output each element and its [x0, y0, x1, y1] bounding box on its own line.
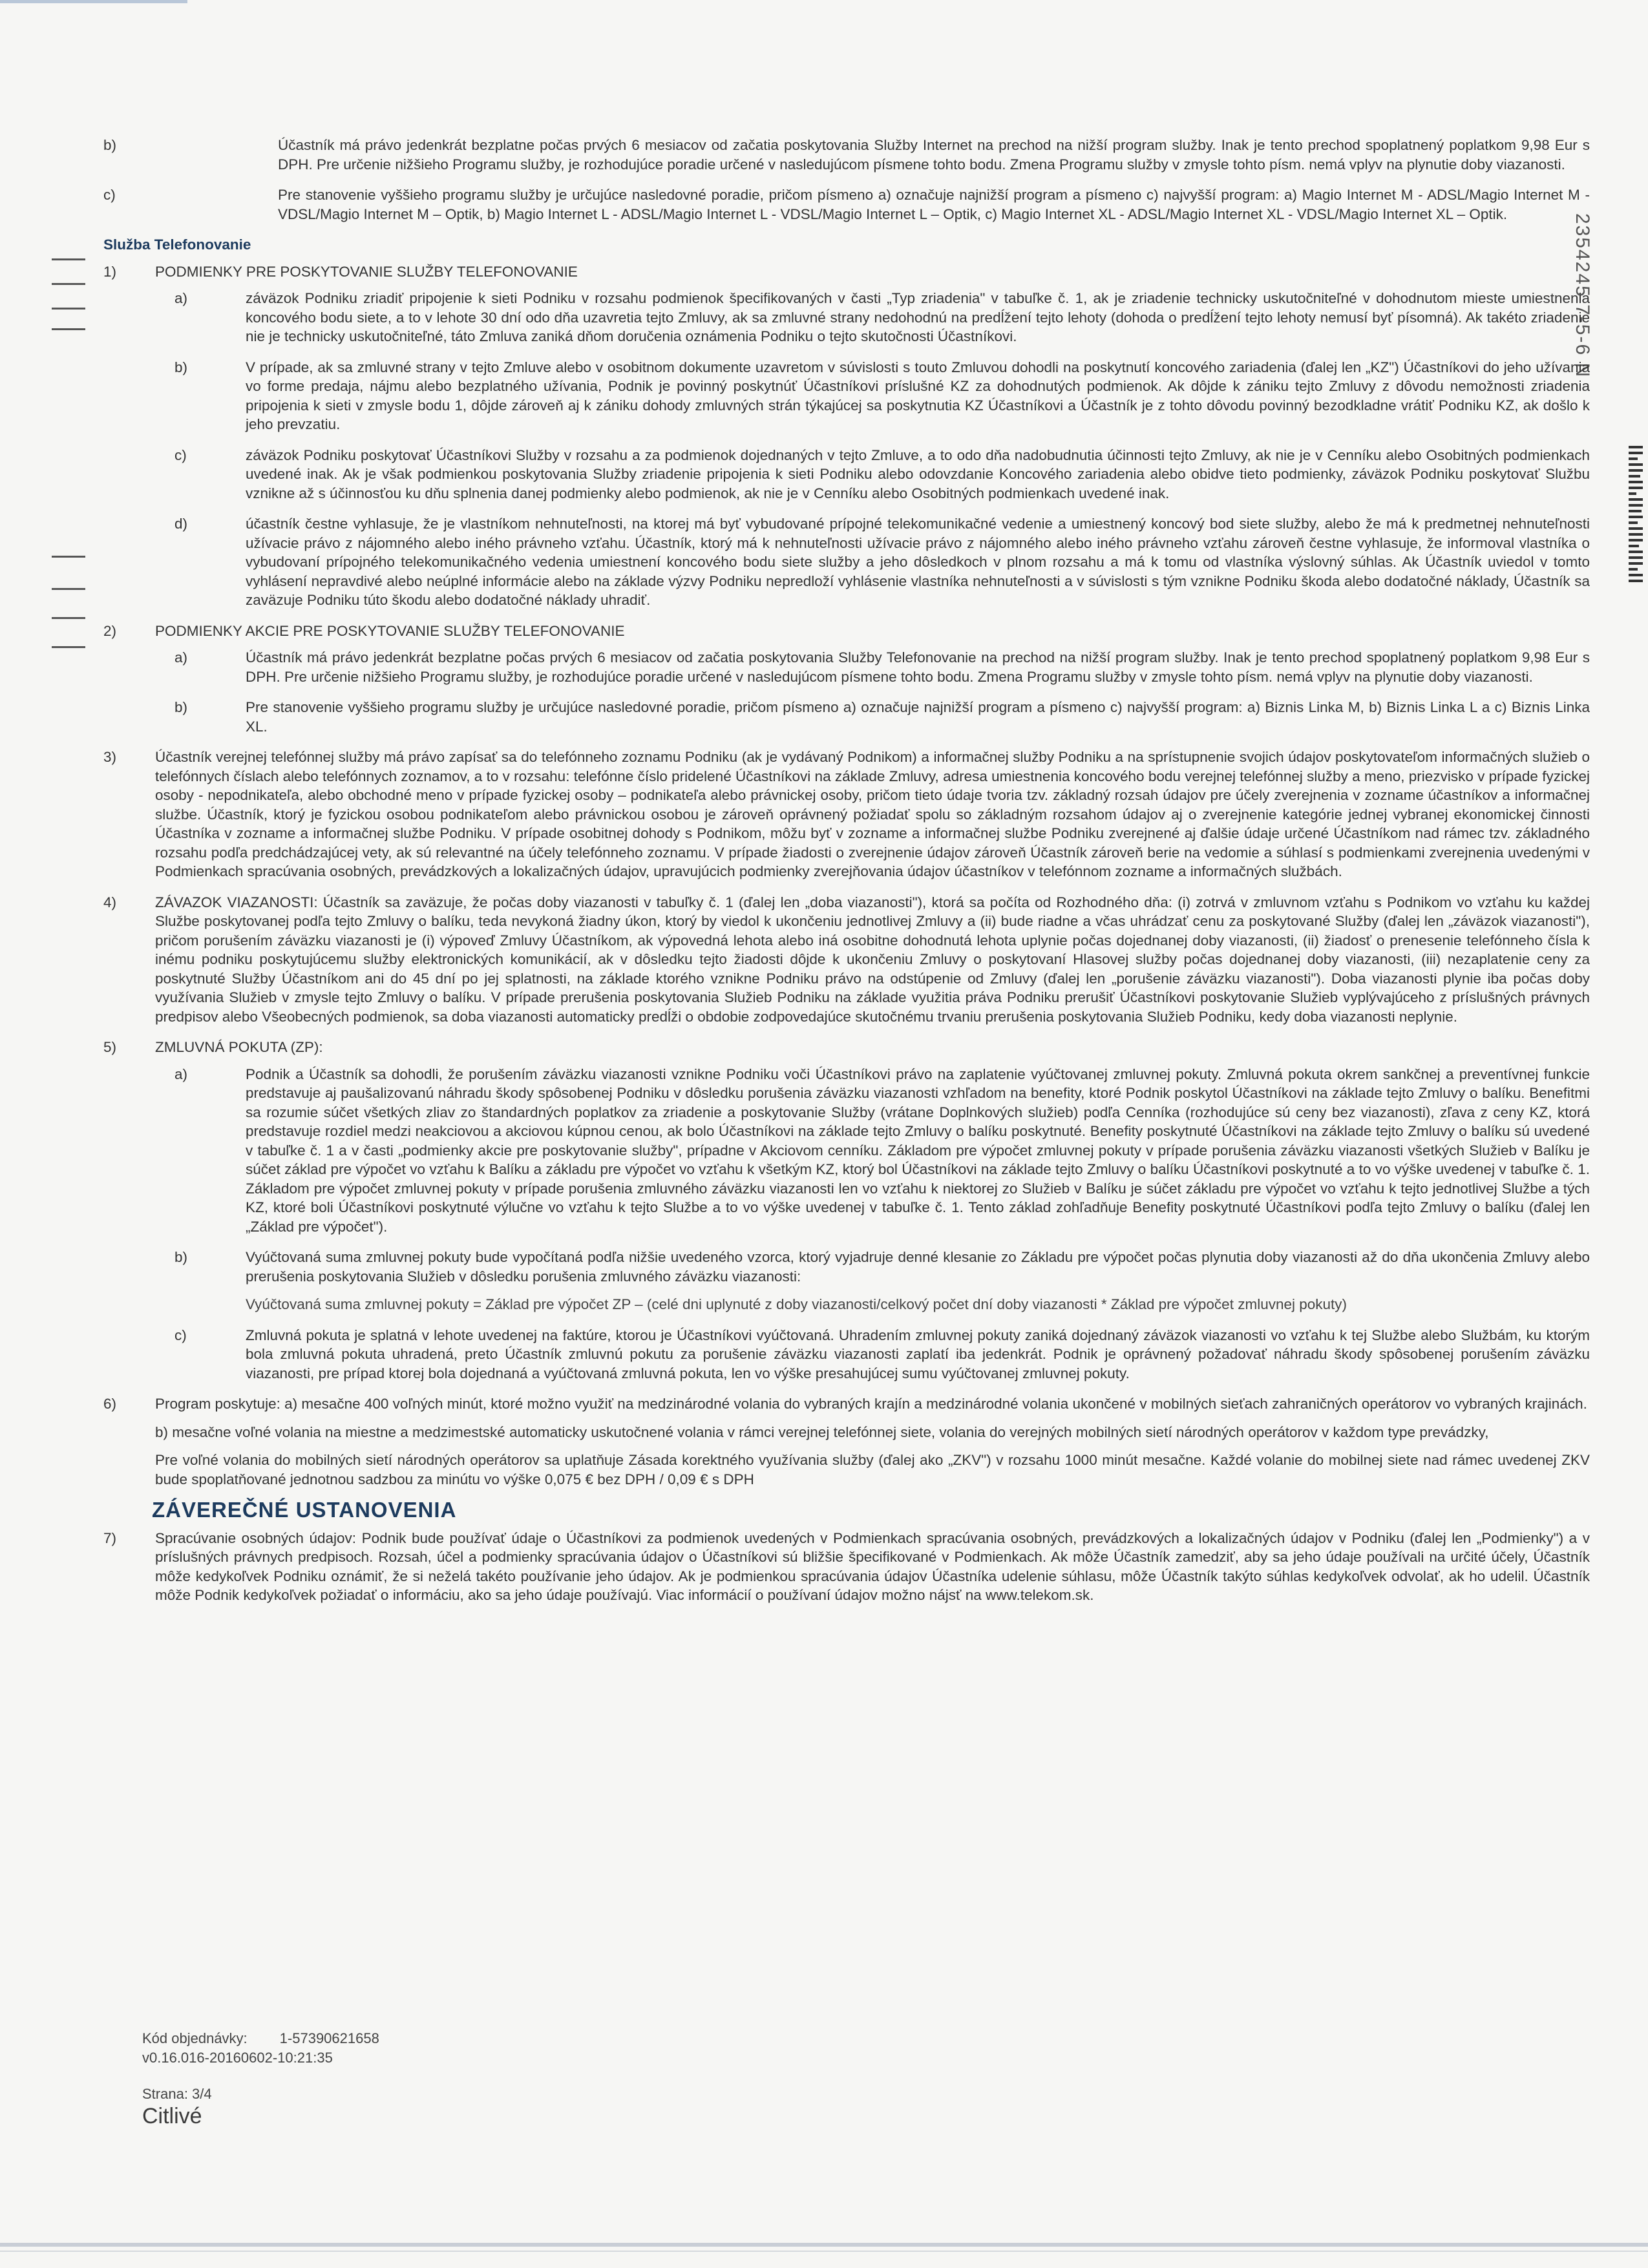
item-label: d) [174, 516, 188, 532]
point-number: 5) [103, 1039, 117, 1055]
item-text: záväzok Podniku zriadiť pripojenie k sieti Podniku v rozsahu podmienok špecifikovaných v časti „Typ zriadenia" v tabuľke č. 1, ak je zriadenie technicky uskutočniteľné v dohodnutom mieste umiestnenia koncového bodu siete, a to v lehote 30 dní odo dňa uzavretia tejto Zmluvy, ak sa zmluvné strany nedohodnú na predĺžení tejto lehoty (dohoda o predĺžení tejto lehoty nemusí byť písomná). Ak takéto zriadenie nie je technicky uskutočniteľné, táto Zmluva zaniká dňom doručenia oznámenia Podniku o tejto skutočnosti Účastníkovi. [246, 290, 1590, 344]
point-number: 4) [103, 894, 117, 910]
point-1-item-b [174, 358, 1590, 434]
point-heading: ZMLUVNÁ POKUTA (ZP): [155, 1039, 323, 1055]
item-text: Zmluvná pokuta je splatná v lehote uvedenej na faktúre, ktorou je Účastníkovi vyúčtovaná. Uhradením zmluvnej pokuty zaniká dojednaný záväzok viazanosti vo vzťahu k tej Službe alebo Službám, ku ktorým bola zmluvná pokuta uhradená, preto Účastník zmluvnú pokutu za porušenie záväzku viazanosti zaplatí iba jedenkrát. Podnik je oprávnený požadovať náhradu škody spôsobenej porušením záväzku viazanosti, pre prípad ktorej bola dojednaná a vyúčtovaná zmluvná pokuta, len vo výške presahujúcej sumu vyúčtovanej zmluvnej pokuty. [246, 1327, 1590, 1381]
point-5 [103, 1038, 1590, 1383]
item-text: V prípade, ak sa zmluvné strany v tejto Zmluve alebo v osobitnom dokumente uzavretom v súvislosti s touto Zmluvou dohodli na poskytnutí koncového zariadenia (ďalej len „KZ") Účastníkovi do jeho užívania vo forme predaja, nájmu alebo bezplatného užívania, Podnik je povinný poskytnúť Účastníkovi príslušné KZ za dohodnutých podmienok. Ak dôjde k zániku tejto Zmluvy z dôvodu nemožnosti zriadenia pripojenia k sieti v zmysle bodu 1, dôjde zároveň aj k zániku dohody zmluvných strán týkajúcej sa poskytnutia KZ Účastníkovi a Účastník je z tohto dôvodu povinný bezodkladne vrátiť Podniku KZ, ak došlo k jeho prevzatiu. [246, 359, 1590, 432]
point-2-item-a [174, 648, 1590, 686]
item-text: Účastník má právo jedenkrát bezplatne počas prvých 6 mesiacov od začatia poskytovania Služby Telefonovanie na prechod na nižší program služby. Inak je tento prechod spoplatnený poplatkom 9,98 Eur s DPH. Pre určenie nižšieho Programu služby, je rozhodujúce poradie určené v nasledujúcom písmene tohto bodu. Zmena Programu služby v zmysle tohto písm. nemá vplyv na plynutie doby viazanosti. [246, 649, 1590, 685]
item-label: b) [174, 359, 188, 375]
item-label: a) [174, 649, 188, 666]
item-text: Vyúčtovaná suma zmluvnej pokuty bude vypočítaná podľa nižšie uvedeného vzorca, ktorý vyjadruje denné klesanie zo Základu pre výpočet počas plynutia doby viazanosti až do dňa ukončenia Zmluvy alebo prerušenia poskytovania Služieb v dôsledku porušenia zmluvného záväzku viazanosti: [246, 1249, 1590, 1285]
point-3 [103, 748, 1590, 881]
item-label: b) [103, 137, 117, 153]
item-text: účastník čestne vyhlasuje, že je vlastníkom nehnuteľnosti, na ktorej má byť vybudované prípojné telekomunikačné vedenie a umiestnený koncový bod siete služby, alebo že má k predmetnej nehnuteľnosti užívacie právo z nájomného alebo iného právneho vzťahu. Účastník, ktorý má k nehnuteľnosti užívacie právo z nájomného alebo iného právneho vzťahu zároveň čestne vyhlasuje, že informoval vlastníka o vybudovaní prípojného telekomunikačného vedenia umiestnení koncového bodu siete služby a jeho dôsledkoch v plnom rozsahu a má k tomu od vlastníka výslovný súhlas. Ak Účastník uviedol v tomto vyhlásení nepravdivé alebo neúplné informácie alebo na základe výzvy Podniku nepredloží vyhlásenie vlastníka nehnuteľnosti a v súvislosti s tým vznikne Podniku škoda alebo dodatočné náklady, Účastník sa zaväzuje Podniku túto škodu alebo dodatočné náklady uhradiť. [246, 516, 1590, 608]
point-6 [103, 1394, 1590, 1489]
item-label: c) [174, 1327, 187, 1343]
version-string: v0.16.016-20160602-10:21:35 [142, 2050, 333, 2066]
point-5-item-b [174, 1248, 1590, 1314]
item-text: záväzok Podniku poskytovať Účastníkovi Služby v rozsahu a za podmienok dojednaných v tejto Zmluve, a to odo dňa nadobudnutia účinnosti tejto Zmluvy, ak nie je v Cenníku alebo Osobitných podmienkach uvedené inak. Ak je však podmienkou poskytovania Služby zriadenie pripojenia k sieti Podniku alebo odovzdanie Koncového zariadenia alebo obidve tieto podmienky, záväzok Podniku poskytovať Službu vznikne až s účinnosťou ku dňu splnenia danej podmienky alebo podmienok, ak nie je v Cenníku alebo Osobitných podmienkach uvedené inak. [246, 446, 1590, 501]
scan-edge-top [0, 0, 187, 3]
document-footer [142, 2029, 379, 2126]
order-code-value: 1-57390621658 [279, 2030, 379, 2046]
point-6-paragraph-fair-use: Pre voľné volania do mobilných sietí národných operátorov sa uplatňuje Zásada korektného využívania služby (ďalej ako „ZKV") v rozsahu 1000 minút mesačne. Každé volanie do mobilnej siete nad rámec uvedenej ZKV bude spoplatňované jednotnou sadzbou za minútu vo výške 0,075 € bez DPH / 0,09 € s DPH [155, 1452, 1590, 1487]
point-number: 2) [103, 622, 117, 639]
item-text: Podnik a Účastník sa dohodli, že porušením záväzku viazanosti vznikne Podniku voči Účastníkovi právo na zaplatenie vyúčtovanej zmluvnej pokuty. Zmluvná pokuta okrem sankčnej a preventívnej funkcie predstavuje aj paušalizovanú náhradu škody spôsobenej Podniku v dôsledku porušenia záväzku viazanosti vzhľadom na benefity, ktoré Podnik poskytol Účastníkovi na základe tejto Zmluvy o balíku. Benefitmi sa rozumie súčet všetkých zliav zo štandardných poplatkov za zriadenie a poskytovanie Služby (vrátane Doplnkových služieb) podľa Cenníka (rozhodujúce sú ceny bez viazanosti), zľava z ceny KZ, ktorá predstavuje rozdiel medzi neakciovou a akciovou kúpnou cenou, ak bolo Účastníkovi na základe tejto Zmluvy o balíku poskytnuté. Benefity poskytnuté Účastníkovi na základe tejto Zmluvy o balíku sú uvedené v tabuľke č. 1 a v časti „podmienky akcie pre poskytovanie služby", prípadne v Akciovom cenníku. Základom pre výpočet zmluvnej pokuty v prípade porušenia záväzku viazanosti všetkých Služieb v Balíku je súčet základ pre výpočet vo vzťahu k Balíku a základu pre výpočet vo vzťahu k všetkým KZ, ktorý bol Účastníkovi na základe tejto Zmluvy o balíku Účastníkovi poskytnuté a to vo výške uvedenej v tabuľke č. 1. Základom pre výpočet zmluvnej pokuty v prípade porušenia zmluvného záväzku viazanosti len vo vzťahu k niektorej zo Služieb v Balíku je súčet základu pre výpočet vo vzťahu k tejto jednotlivej Službe a tých KZ, ktoré boli Účastníkovi poskytnuté výlučne vo vzťahu k tejto Službe a to vo výške uvedenej v tabuľke č. 1. Tento základ zohľadňuje Benefity poskytnuté Účastníkovi podľa tejto Zmluvy o balíku (ďalej len „Základ pre výpočet"). [246, 1066, 1590, 1235]
point-number: 3) [103, 749, 117, 765]
contract-document [103, 136, 1590, 1617]
point-1-item-a [174, 289, 1590, 346]
point-text: ZÁVAZOK VIAZANOSTI: Účastník sa zaväzuje, že počas doby viazanosti v tabuľky č. 1 (ďalej len „doba viazanosti"), ktorá sa počíta od Rozhodného dňa: (i) zotrvá v zmluvnom vzťahu s Podnikom vo vzťahu ku každej Službe poskytovanej podľa tejto Zmluvy o balíku, teda nevykoná žiadny úkon, ktorý by viedol k ukončeniu jednotlivej Zmluvy a (ii) bude riadne a včas uhrádzať cenu za poskytované Služby (ďalej len „záväzok viazanosti"), pričom porušením záväzku viazanosti je (i) výpoveď Zmluvy Účastníkom, ak výpovedná lehota alebo iná osobitne dohodnutá lehota uplynie počas dojednanej doby viazanosti, (ii) žiadosť o prenesenie telefónneho čísla k inému podniku poskytujúcemu služby elektronických komunikácií, ak v dôsledku tejto žiadosti dôjde k ukončeniu Zmluvy o poskytovaní Hlasovej služby počas dojednanej doby viazanosti, (iii) nezaplatenie ceny za poskytnuté Služby Účastníkom ani do 45 dní po jej splatnosti, na základe ktorého vznikne Podniku právo na odstúpenie od Zmluvy (ďalej len „porušenie záväzku viazanosti"). Doba viazanosti plynie iba počas doby využívania Služieb v zmysle tejto Zmluvy o balíku. V prípade prerušenia poskytovania Služieb Podniku na základe využitia práva Podniku prerušiť Účastníkovi poskytovanie Služieb vyplývajúceho z príslušných právnych predpisov alebo Všeobecných podmienok, sa doba viazanosti automaticky predĺži o obdobie zodpovedajúce skutočnému trvaniu prerušenia poskytovania Služieb Podniku, kedy doba viazanosti neplynie. [155, 894, 1590, 1025]
item-label: c) [174, 446, 187, 463]
point-number: 7) [103, 1529, 117, 1546]
point-number: 1) [103, 263, 117, 280]
point-number: 6) [103, 1396, 117, 1412]
item-text: Účastník má právo jedenkrát bezplatne počas prvých 6 mesiacov od začatia poskytovania Služby Internet na prechod na nižší program služby. Inak je tento prechod spoplatnený poplatkom 9,98 Eur s DPH. Pre určenie nižšieho Programu služby, je rozhodujúce poradie určené v nasledujúcom písmene tohto bodu. Zmena Programu služby v zmysle tohto písm. nemá vplyv na plynutie doby viazanosti. [278, 137, 1590, 173]
point-text: Spracúvanie osobných údajov: Podnik bude používať údaje o Účastníkovi za podmienok uvedených v Podmienkach spracúvania osobných, prevádzkových a lokalizačných údajov v Podniku (ďalej len „Podmienky") a v príslušných právnych predpisoch. Rozsah, účel a podmienky spracúvania údajov o Účastníkovi sú bližšie špecifikované v Podmienkach. Ak môže Účastník zamedziť, aby sa jeho údaje používali na určité účely, Účastník môže kedykoľvek Podniku oznámiť, že si neželá takéto používanie jeho údajov. Ak je podmienkou spracúvania údajov Účastníka udelenie súhlasu, môže Účastník takýto súhlas kedykoľvek odvolať, ak ho udelil. Účastník môže Podnik kedykoľvek požiadať o informáciu, ako sa jeho údaje používajú. Viac informácií o používaní údajov možno nájsť na www.telekom.sk. [155, 1529, 1590, 1603]
item-label: b) [174, 699, 188, 715]
item-label: b) [174, 1249, 188, 1265]
side-barcode [1629, 446, 1645, 588]
point-5-item-c [174, 1326, 1590, 1383]
point-2-item-b [174, 698, 1590, 736]
item-label: a) [174, 1066, 188, 1082]
internet-item-c [103, 185, 1590, 224]
point-4 [103, 893, 1590, 1027]
document-side-code: 2354245 7-5-6 N [1572, 213, 1593, 379]
classification-label: Citlivé [142, 2104, 202, 2128]
order-code-label: Kód objednávky: [142, 2030, 248, 2046]
point-1-item-c [174, 446, 1590, 503]
item-text: Pre stanovenie vyššieho programu služby je určujúce nasledovné poradie, pričom písmeno a) označuje najnižší program a písmeno c) najvyšší program: a) Magio Internet M - ADSL/Magio Internet M - VDSL/Magio Internet M – Optik, b) Magio Internet L - ADSL/Magio Internet L - VDSL/Magio Internet L – Optik, c) Magio Internet XL - ADSL/Magio Internet XL - VDSL/Magio Internet XL – Optik. [278, 187, 1590, 222]
scan-edge-bottom-line [0, 2251, 1648, 2252]
item-label: c) [103, 187, 116, 203]
penalty-formula: Vyúčtovaná suma zmluvnej pokuty = Základ pre výpočet ZP – (celé dni uplynuté z doby viazanosti/celkový počet dní doby viazanosti * Základ pre výpočet zmluvnej pokuty) [246, 1296, 1347, 1312]
internet-item-b [103, 136, 1590, 174]
point-text: Program poskytuje: a) mesačne 400 voľných minút, ktoré možno využiť na medzinárodné volania do vybraných krajín a medzinárodné volania ukončené v mobilných sieťach zahraničných operátorov vo vybraných krajinách. [155, 1396, 1587, 1412]
point-text: Účastník verejnej telefónnej služby má právo zapísať sa do telefónneho zoznamu Podniku (ak je vydávaný Podnikom) a informačnej služby Podniku a na sprístupnenie svojich údajov poskytovateľom informačných služieb o telefónnych číslach alebo telefónnych zoznamov, a to v rozsahu: telefónne číslo pridelené Účastníkovi na základe Zmluvy, adresa umiestnenia koncového bodu verejnej telefónnej služby a meno, priezvisko v prípade fyzickej osoby - nepodnikateľa, alebo obchodné meno v prípade fyzickej osoby – podnikateľa alebo právnickej osoby, pričom tieto údaje tvoria tzv. základný rozsah údajov pre účely zverejnenia v zozname účastníkov a informačnej službe. Účastník, ktorý je fyzickou osobou podnikateľom alebo právnickou osobou je zároveň oprávnený požiadať spolu so základným rozsahom údajov aj o zverejnenie kategórie jednej vybranej ekonomickej činnosti Účastníka v zozname a informačnej službe Podniku. V prípade osobitnej dohody s Podnikom, môžu byť v zozname a informačnej službe Podniku zverejnené aj ďalšie údaje určené Účastníkom nad rámec tzv. základného rozsahu podľa predchádzajúcej vety, ak sú relevantné na účely telefónneho zoznamu. V prípade žiadosti o zverejnenie údajov zároveň Účastník zároveň berie na vedomie a súhlasí s podmienkami zverejnenia uvedenými v Podmienkach spracúvania osobných, prevádzkových a lokalizačných údajov, upravujúcich podmienky zverejňovania údajov účastníkov v telefónnom zozname a informačných službách. [155, 749, 1590, 879]
point-1 [103, 262, 1590, 610]
point-2 [103, 622, 1590, 737]
final-provisions-heading: ZÁVEREČNÉ USTANOVENIA [152, 1498, 457, 1522]
point-heading: PODMIENKY PRE POSKYTOVANIE SLUŽBY TELEFONOVANIE [155, 263, 578, 280]
point-1-item-d [174, 514, 1590, 610]
point-7 [103, 1529, 1590, 1605]
point-5-item-a [174, 1065, 1590, 1237]
point-6-paragraph-b: b) mesačne voľné volania na miestne a medzimestské automaticky uskutočnené volania v rámci verejnej telefónnej siete, volania do verejných mobilných sietí národných operátorov v každom type prevádzky, [155, 1423, 1489, 1440]
section-heading-telefonovanie: Služba Telefonovanie [103, 236, 251, 253]
scan-edge-bottom [0, 2243, 1648, 2247]
item-label: a) [174, 290, 188, 306]
item-text: Pre stanovenie vyššieho programu služby je určujúce nasledovné poradie, pričom písmeno a) označuje najnižší program a písmeno c) najvyšší program: a) Biznis Linka M, b) Biznis Linka L a c) Biznis Linka XL. [246, 699, 1590, 735]
page-number: Strana: 3/4 [142, 2086, 212, 2102]
point-heading: PODMIENKY AKCIE PRE POSKYTOVANIE SLUŽBY TELEFONOVANIE [155, 622, 625, 639]
